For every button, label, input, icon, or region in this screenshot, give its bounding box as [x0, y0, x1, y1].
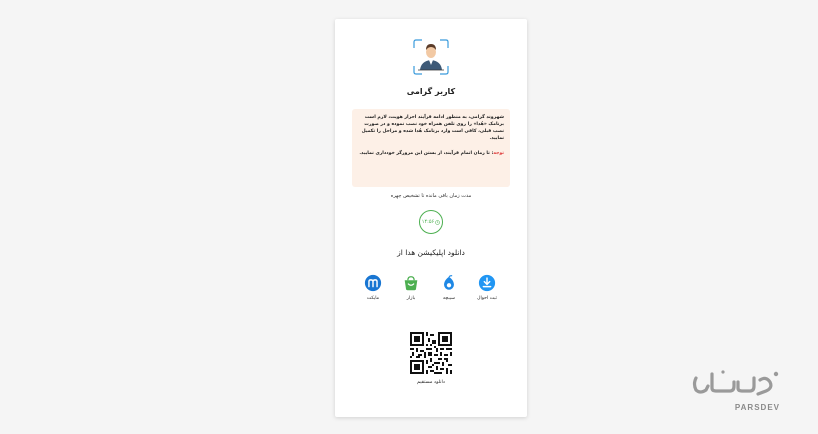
app-store-list [357, 274, 505, 314]
download-icon [478, 274, 496, 292]
face-scan-avatar-icon [412, 38, 450, 76]
instruction-notice [352, 109, 510, 187]
timer-value: ۱۴:۵۶ [421, 219, 435, 225]
parsdev-logo-icon [690, 368, 780, 398]
app-link-myket[interactable] [355, 274, 391, 301]
app-link-sabteahval[interactable] [469, 274, 505, 301]
download-title: دانلود اپلیکیشن هدا از [397, 248, 465, 257]
clock-icon [435, 220, 440, 225]
notice-body: شهروند گرامی، به منظور ادامه فرآیند احراز هویت، لازم است برنامک «هُدا» را روی تلفن همراه خود نصب نموده و در صورت نصب قبلی، کافی است وارد برنامک هُدا شده و مراحل را تکمیل نمایید. [361, 115, 504, 141]
parsdev-watermark [690, 368, 780, 416]
bazaar-icon [402, 274, 420, 292]
app-label: مایکت [366, 296, 380, 301]
notice-warning-label: توجه [493, 151, 504, 156]
sibche-icon [440, 274, 458, 292]
app-link-bazaar[interactable] [393, 274, 429, 301]
qr-code[interactable] [410, 332, 452, 374]
app-label: سیبچه [442, 296, 456, 301]
app-label: بازار [406, 296, 416, 301]
app-label: ثبت احوال [477, 296, 497, 301]
page-title: کاربر گرامی [406, 87, 456, 96]
notice-warning-text: : تا زمان اتمام فرآیند، از بستن این مرورگر خودداری نمایید. [359, 151, 494, 156]
countdown-timer [419, 210, 443, 234]
app-link-sibche[interactable] [431, 274, 467, 301]
timer-label: مدت زمان باقی مانده تا تشخیص چهره [390, 193, 472, 199]
watermark-text: PARSDEV [734, 403, 780, 412]
qr-direct-download-label: دانلود مستقیم [417, 380, 445, 385]
myket-icon [364, 274, 382, 292]
auth-card [335, 19, 527, 417]
